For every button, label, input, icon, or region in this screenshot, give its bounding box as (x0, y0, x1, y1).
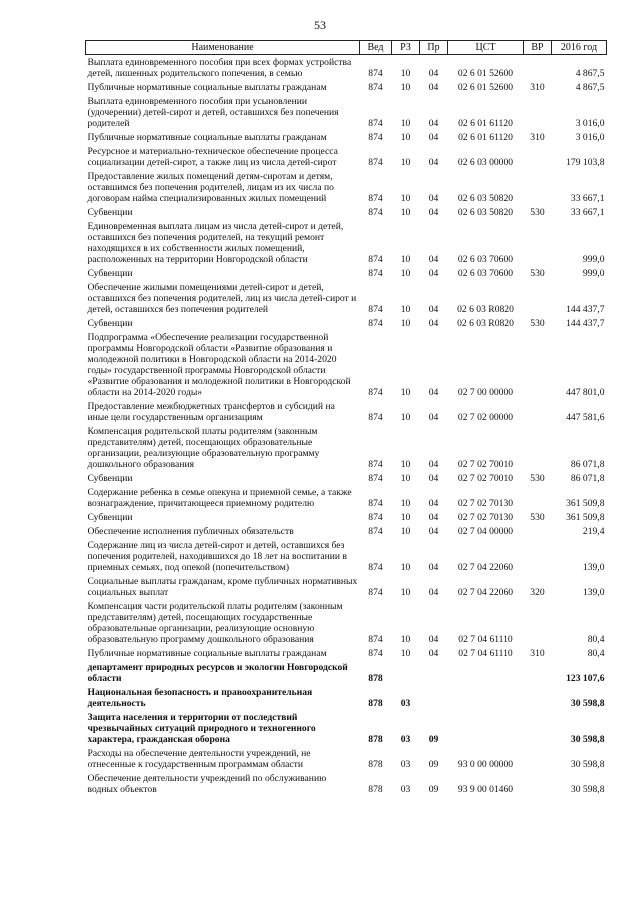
table-row (86, 538, 607, 574)
row-cst (448, 660, 524, 685)
header-rz: РЗ (392, 41, 420, 55)
row-pr: 04 (428, 206, 439, 218)
table-row (86, 144, 607, 169)
row-ved: 874 (368, 192, 383, 204)
table-row (86, 485, 607, 510)
row-rz: 10 (400, 411, 411, 423)
row-vr: 310 (530, 81, 545, 93)
row-rz (392, 660, 420, 685)
row-name: Компенсация родительской платы родителям (законным представителям) детей, посещающих образовательные организации, реализующие образовательную программу дошкольного образования (87, 425, 320, 470)
table-row (86, 746, 607, 771)
row-vr: 310 (530, 647, 545, 659)
row-name: Публичные нормативные социальные выплаты гражданам (87, 647, 327, 659)
table-row (86, 524, 607, 538)
row-rz: 10 (400, 67, 411, 79)
row-vr (524, 169, 552, 205)
row-ved: 874 (368, 303, 383, 315)
row-value: 3 016,0 (575, 131, 605, 143)
row-value: 999,0 (582, 253, 605, 265)
row-name: Национальная безопасность и правоохранительная деятельность (87, 686, 313, 709)
row-pr: 09 (428, 783, 439, 795)
row-name: Субвенции (87, 511, 133, 523)
row-pr (420, 685, 448, 710)
row-value: 3 016,0 (575, 117, 605, 129)
row-name: Субвенции (87, 206, 133, 218)
row-vr: 530 (530, 511, 545, 523)
row-value: 447 801,0 (566, 386, 605, 398)
row-rz: 03 (400, 697, 411, 709)
row-name: Обеспечение жилыми помещениями детей-сирот и детей, оставшихся без попечения родителей, лиц из числа детей-сирот и детей, оставшихся без попечения родителей (87, 281, 357, 315)
row-ved: 874 (368, 411, 383, 423)
row-pr: 04 (428, 117, 439, 129)
row-value: 139,0 (582, 561, 605, 573)
table-row (86, 510, 607, 524)
row-value: 144 437,7 (566, 317, 605, 329)
row-value: 33 667,1 (570, 192, 605, 204)
row-name: Компенсация части родительской платы родителям (законным представителям) детей, посещающих государственные образовательные организации, реализующие основную образовательную программу дошкольного образования (87, 600, 343, 645)
row-cst: 02 7 04 61110 (458, 647, 513, 659)
row-rz: 10 (400, 525, 411, 537)
row-cst (448, 710, 524, 746)
row-vr: 320 (530, 586, 545, 598)
row-vr (524, 94, 552, 130)
row-name: Выплата единовременного пособия при всех формах устройства детей, лишенных родительского попечения, в семью (87, 56, 352, 79)
row-vr: 530 (530, 206, 545, 218)
row-value: 30 598,8 (570, 733, 605, 745)
row-name: Социальные выплаты гражданам, кроме публичных нормативных социальных выплат (87, 575, 358, 598)
row-pr: 04 (428, 411, 439, 423)
table-row (86, 424, 607, 471)
row-pr: 04 (428, 525, 439, 537)
row-ved: 878 (368, 733, 383, 745)
row-value: 86 071,8 (570, 472, 605, 484)
row-rz: 10 (400, 192, 411, 204)
row-vr (524, 746, 552, 771)
row-pr: 04 (428, 192, 439, 204)
row-vr (524, 55, 552, 81)
row-pr (420, 660, 448, 685)
row-vr (524, 710, 552, 746)
row-ved: 874 (368, 497, 383, 509)
row-value: 86 071,8 (570, 458, 605, 470)
header-cst: ЦСТ (448, 41, 524, 55)
row-ved: 874 (368, 156, 383, 168)
row-pr: 09 (428, 758, 439, 770)
row-value: 30 598,8 (570, 783, 605, 795)
row-rz: 10 (400, 131, 411, 143)
table-row (86, 205, 607, 219)
table-row (86, 771, 607, 796)
row-rz: 10 (400, 267, 411, 279)
row-rz: 10 (400, 81, 411, 93)
row-name: Субвенции (87, 317, 133, 329)
row-vr (524, 330, 552, 399)
row-rz: 10 (400, 586, 411, 598)
row-ved: 878 (368, 672, 383, 684)
row-value: 144 437,7 (566, 303, 605, 315)
row-cst: 02 7 00 00000 (457, 386, 514, 398)
row-vr (524, 599, 552, 646)
table-row (86, 599, 607, 646)
row-ved: 874 (368, 472, 383, 484)
row-cst: 02 6 01 61120 (458, 117, 513, 129)
row-ved: 874 (368, 253, 383, 265)
table-row (86, 266, 607, 280)
row-cst: 02 6 03 R0820 (457, 303, 514, 315)
row-cst: 02 7 02 70130 (457, 511, 514, 523)
table-row (86, 55, 607, 81)
page-number: 53 (314, 18, 326, 32)
row-value: 80,4 (587, 633, 605, 645)
row-value: 123 107,6 (566, 672, 605, 684)
row-cst: 93 0 00 00000 (457, 758, 514, 770)
row-rz: 10 (400, 561, 411, 573)
header-ved: Вед (360, 41, 392, 55)
row-rz: 10 (400, 511, 411, 523)
row-pr: 04 (428, 458, 439, 470)
table-row (86, 471, 607, 485)
row-vr (524, 280, 552, 316)
row-cst: 02 6 03 R0820 (457, 317, 514, 329)
header-name: Наименование (86, 41, 360, 55)
row-vr (524, 144, 552, 169)
row-cst: 02 6 01 61120 (458, 131, 513, 143)
row-rz: 10 (400, 458, 411, 470)
row-vr: 310 (530, 131, 545, 143)
table-row (86, 130, 607, 144)
row-pr: 04 (428, 131, 439, 143)
table-row (86, 330, 607, 399)
row-cst: 02 7 04 22060 (457, 586, 514, 598)
row-rz: 10 (400, 472, 411, 484)
row-rz: 10 (400, 633, 411, 645)
row-vr (524, 660, 552, 685)
row-ved: 874 (368, 386, 383, 398)
row-name: Предоставление межбюджетных трансфертов и субсидий на иные цели государственным организациям (87, 400, 335, 423)
row-cst: 02 7 04 22060 (457, 561, 514, 573)
row-vr (524, 524, 552, 538)
row-ved: 874 (368, 81, 383, 93)
row-value: 30 598,8 (570, 697, 605, 709)
row-rz: 10 (400, 386, 411, 398)
row-pr: 04 (428, 67, 439, 79)
row-vr: 530 (530, 317, 545, 329)
row-name: Предоставление жилых помещений детям-сиротам и детям, оставшимся без попечения родителей, лицам из их числа по договорам найма специализированных жилых помещений (87, 170, 334, 204)
row-vr: 530 (530, 267, 545, 279)
row-pr: 09 (428, 733, 439, 745)
row-pr: 04 (428, 317, 439, 329)
header-vr: ВР (524, 41, 552, 55)
row-value: 139,0 (582, 586, 605, 598)
row-value: 179 103,8 (566, 156, 605, 168)
row-cst: 02 6 03 00000 (457, 156, 514, 168)
row-cst: 02 7 02 70130 (457, 497, 514, 509)
row-name: Публичные нормативные социальные выплаты гражданам (87, 81, 327, 93)
row-ved: 874 (368, 458, 383, 470)
table-row (86, 710, 607, 746)
row-rz: 10 (400, 206, 411, 218)
row-vr: 530 (530, 472, 545, 484)
row-cst: 02 7 04 00000 (457, 525, 514, 537)
row-pr: 04 (428, 561, 439, 573)
row-pr: 04 (428, 497, 439, 509)
row-pr: 04 (428, 633, 439, 645)
table-row (86, 399, 607, 424)
row-vr (524, 538, 552, 574)
row-ved: 878 (368, 783, 383, 795)
row-ved: 874 (368, 511, 383, 523)
row-ved: 874 (368, 647, 383, 659)
row-rz: 03 (400, 758, 411, 770)
table-row (86, 94, 607, 130)
row-value: 80,4 (587, 647, 605, 659)
table-row (86, 80, 607, 94)
row-pr: 04 (428, 81, 439, 93)
row-ved: 874 (368, 67, 383, 79)
row-rz: 10 (400, 253, 411, 265)
row-pr: 04 (428, 586, 439, 598)
row-value: 4 867,5 (575, 81, 605, 93)
table-row (86, 646, 607, 660)
row-vr (524, 685, 552, 710)
row-pr: 04 (428, 511, 439, 523)
table-header-row (86, 41, 607, 55)
row-vr (524, 424, 552, 471)
table-row (86, 660, 607, 685)
row-name: Защита населения и территории от последствий чрезвычайных ситуаций природного и техногенного характера, гражданская оборона (87, 711, 316, 745)
row-ved: 874 (368, 206, 383, 218)
row-pr: 04 (428, 267, 439, 279)
row-value: 999,0 (582, 267, 605, 279)
row-name: Единовременная выплата лицам из числа детей-сирот и детей, оставшихся без попечения родителей, на текущий ремонт находящихся в их собственности жилых помещений, расположенных на территории Новгородской области (87, 220, 344, 265)
row-cst (448, 685, 524, 710)
row-cst: 02 7 02 00000 (457, 411, 514, 423)
row-value: 361 509,8 (566, 511, 605, 523)
row-pr: 04 (428, 253, 439, 265)
header-pr: Пр (420, 41, 448, 55)
row-ved: 874 (368, 586, 383, 598)
row-pr: 04 (428, 386, 439, 398)
row-pr: 04 (428, 156, 439, 168)
row-name: Подпрограмма «Обеспечение реализации государственной программы Новгородской области «Развитие образования и молодежной политики в Новгородской области на 2014-2020 годы» государственной программы Новгородской области «Развитие образования и молодежной политики в Новгородской области на 2014-2020 годы» (87, 331, 351, 398)
row-rz: 10 (400, 156, 411, 168)
row-name: Обеспечение деятельности учреждений по обслуживанию водных объектов (87, 772, 327, 795)
row-cst: 02 6 03 70600 (457, 253, 514, 265)
table-row (86, 169, 607, 205)
row-ved: 874 (368, 131, 383, 143)
row-cst: 02 6 03 50820 (457, 206, 514, 218)
table-row (86, 685, 607, 710)
row-cst: 02 6 01 52600 (457, 81, 514, 93)
row-vr (524, 485, 552, 510)
row-rz: 10 (400, 497, 411, 509)
row-vr (524, 399, 552, 424)
row-rz: 10 (400, 317, 411, 329)
row-cst: 02 6 01 52600 (457, 67, 514, 79)
row-value: 30 598,8 (570, 758, 605, 770)
row-rz: 03 (400, 783, 411, 795)
row-ved: 874 (368, 633, 383, 645)
row-cst: 02 7 02 70010 (457, 458, 514, 470)
row-ved: 874 (368, 525, 383, 537)
row-vr (524, 771, 552, 796)
row-name: департамент природных ресурсов и экологии Новгородской области (87, 661, 348, 684)
row-ved: 874 (368, 117, 383, 129)
row-vr (524, 219, 552, 266)
header-year: 2016 год (552, 41, 607, 55)
row-value: 447 581,6 (566, 411, 605, 423)
row-rz: 10 (400, 117, 411, 129)
row-value: 219,4 (582, 525, 605, 537)
row-name: Содержание ребенка в семье опекуна и приемной семье, а также вознаграждение, причитающееся приемному родителю (87, 486, 352, 509)
row-name: Субвенции (87, 472, 133, 484)
row-ved: 878 (368, 758, 383, 770)
table-row (86, 219, 607, 266)
row-cst: 93 9 00 01460 (457, 783, 514, 795)
row-ved: 874 (368, 561, 383, 573)
table-body (86, 55, 607, 797)
row-ved: 874 (368, 317, 383, 329)
row-name: Расходы на обеспечение деятельности учреждений, не отнесенные к государственным программам области (87, 747, 311, 770)
row-name: Субвенции (87, 267, 133, 279)
row-value: 33 667,1 (570, 206, 605, 218)
row-cst: 02 7 02 70010 (457, 472, 514, 484)
row-name: Обеспечение исполнения публичных обязательств (87, 525, 294, 537)
row-value: 361 509,8 (566, 497, 605, 509)
table-row (86, 280, 607, 316)
row-pr: 04 (428, 472, 439, 484)
row-rz: 10 (400, 303, 411, 315)
row-rz: 10 (400, 647, 411, 659)
row-cst: 02 6 03 50820 (457, 192, 514, 204)
table-row (86, 316, 607, 330)
table-row (86, 574, 607, 599)
row-cst: 02 7 04 61110 (458, 633, 513, 645)
row-ved: 878 (368, 697, 383, 709)
row-rz: 03 (400, 733, 411, 745)
row-pr: 04 (428, 647, 439, 659)
row-name: Выплата единовременного пособия при усыновлении (удочерении) детей-сирот и детей, оставшихся без попечения родителей (87, 95, 339, 129)
row-cst: 02 6 03 70600 (457, 267, 514, 279)
row-name: Публичные нормативные социальные выплаты гражданам (87, 131, 327, 143)
row-name: Ресурсное и материально-техническое обеспечение процесса социализации детей-сирот, а также лиц из числа детей-сирот (87, 145, 338, 168)
row-pr: 04 (428, 303, 439, 315)
row-value: 4 867,5 (575, 67, 605, 79)
budget-table (85, 40, 607, 796)
row-name: Содержание лиц из числа детей-сирот и детей, оставшихся без попечения родителей, находившихся до 18 лет на воспитании в приемных семьях, под опекой (попечительством) (87, 539, 347, 573)
row-ved: 874 (368, 267, 383, 279)
